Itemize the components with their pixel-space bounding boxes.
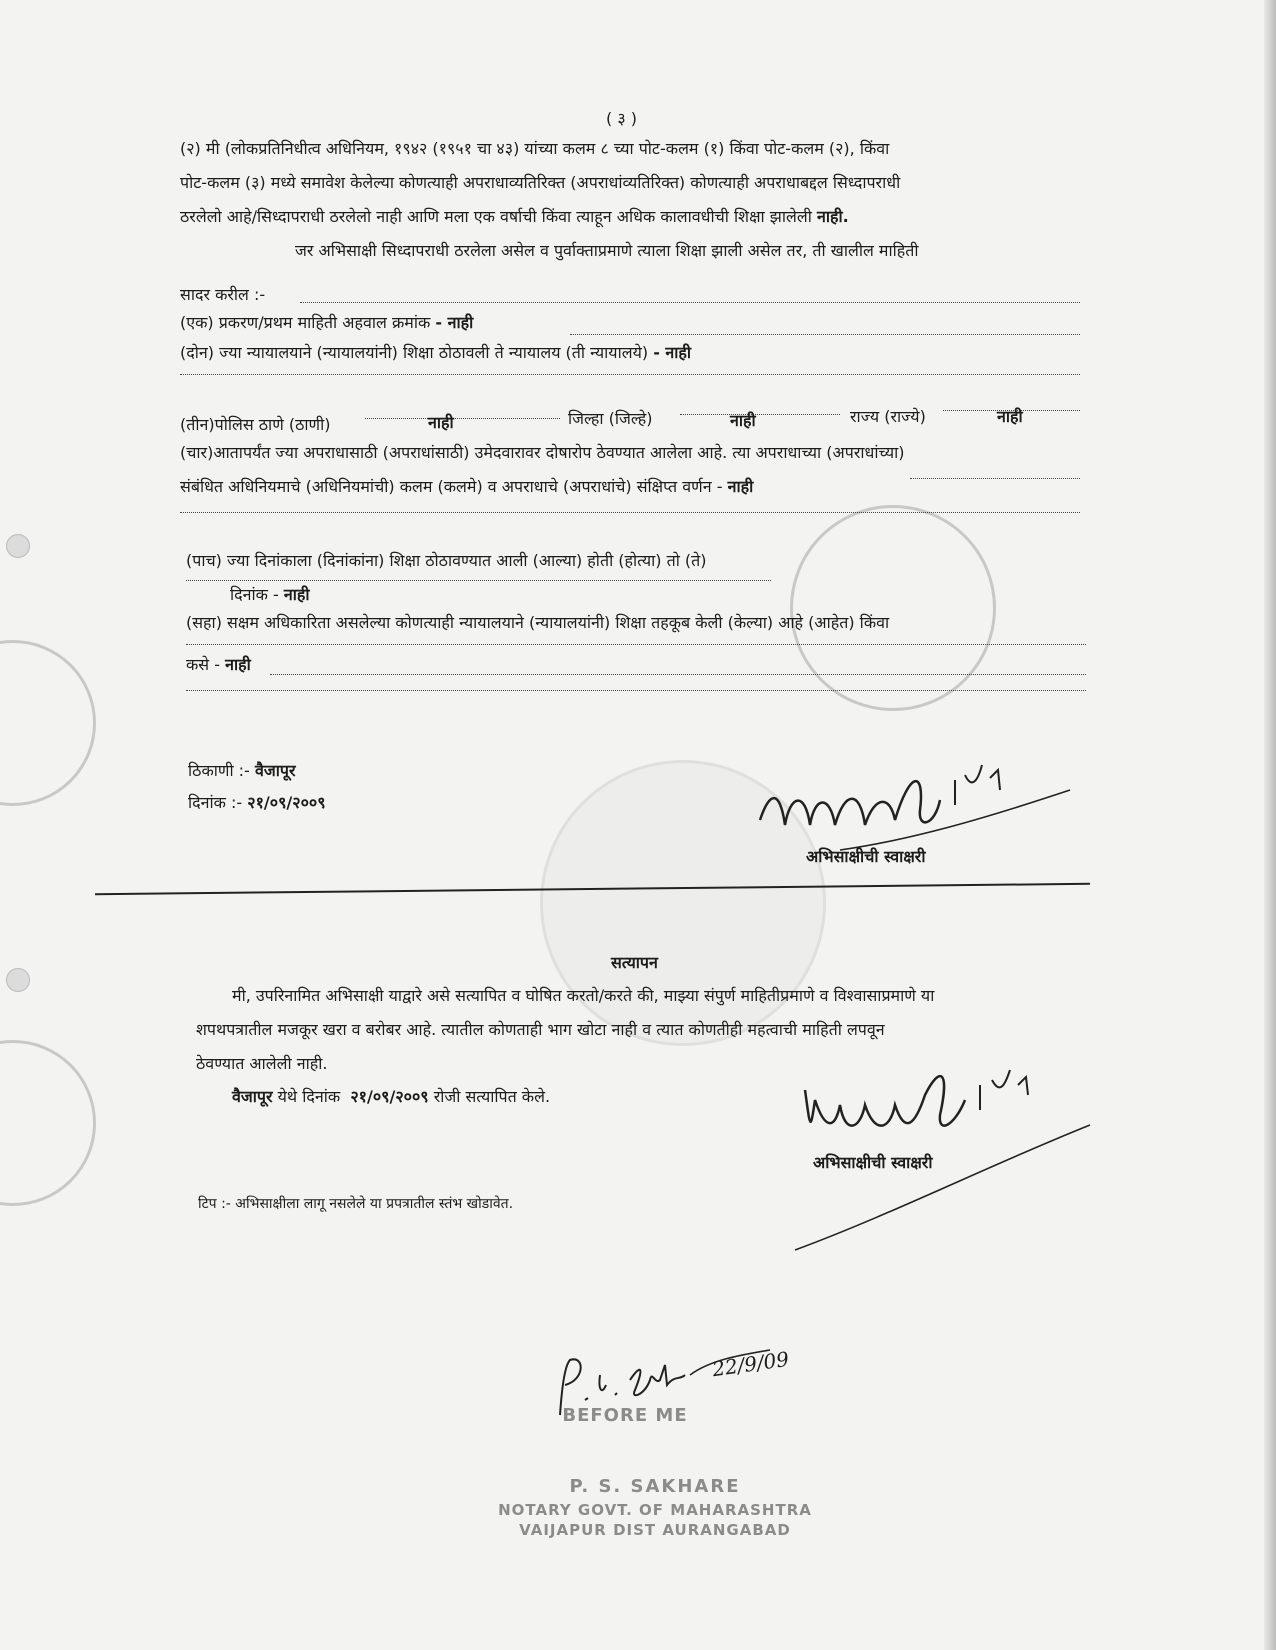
item-don-label: (दोन) ज्या न्यायालयाने (न्यायालयांनी) शिक्षा ठोठावली ते न्यायालय (ती न्यायालये): [180, 343, 649, 362]
verification-line1: मी, उपरिनामित अभिसाक्षी याद्वारे असे सत्यापित व घोषित करतो/करते की, माझ्या संपुर्ण माहितीप्रमाणे व विश्वासाप्रमाणे या: [232, 986, 935, 1005]
verification-end: रोजी सत्यापित केले.: [433, 1087, 551, 1106]
para2-line5: सादर करील :-: [180, 285, 266, 304]
round-stamp-faint: [790, 505, 996, 711]
item-ek-label: (एक) प्रकरण/प्रथम माहिती अहवाल क्रमांक: [180, 313, 431, 332]
dotted-line: [570, 334, 1080, 335]
item-char-line2: [180, 476, 753, 498]
dotted-line: [180, 374, 1080, 375]
item-jilha-label: जिल्हा (जिल्हे): [568, 409, 653, 428]
notary-handwritten-date: 22/9/09: [710, 1346, 791, 1382]
item-rajya-value: नाही: [997, 407, 1023, 426]
dotted-line: [186, 690, 1086, 691]
notary-stamp-faint: [0, 1040, 96, 1206]
footnote: टिप :- अभिसाक्षीला लागू नसलेले या प्रपत्रातील स्तंभ खोडावेत.: [198, 1196, 514, 1212]
item-don-value: - नाही: [653, 343, 692, 362]
item-jilha-value: नाही: [730, 411, 756, 430]
verification-line2: शपथपत्रातील मजकूर खरा व बरोबर आहे. त्यातील कोणताही भाग खोटा नाही व त्यात कोणतीही महत्वाची माहिती लपवून: [196, 1020, 885, 1039]
item-pach-dinank-value: नाही: [283, 585, 310, 604]
notary-name: P. S. SAKHARE: [569, 1476, 741, 1497]
verification-place: वैजापूर: [232, 1087, 273, 1106]
para2-line3-text: ठरलेलो आहे/सिध्दापराधी ठरलेलो नाही आणि मला एक वर्षाची किंवा त्याहून अधिक कालावधीची शिक्षा झालेली: [180, 207, 812, 226]
dotted-line: [270, 674, 1086, 675]
deponent-signature-1: [750, 750, 1080, 860]
page-number: ( ३ ): [606, 109, 637, 128]
item-char-label: संबंधित अधिनियमाचे (अधिनियमांची) कलम (कलमे) व अपराधाचे (अपराधांचे) संक्षिप्त वर्णन -: [180, 477, 723, 496]
place-value: वैजापूर: [254, 761, 296, 780]
verification-heading: सत्यापन: [611, 953, 658, 972]
para2-line2: पोट-कलम (३) मध्ये समावेश केलेल्या कोणत्याही अपराधाव्यतिरिक्त (अपराधांव्यतिरिक्त) कोणत्याही अपराधाबद्दल सिध्दापराधी: [180, 173, 901, 192]
notary-signature: [540, 1335, 860, 1430]
signature-caption-1: अभिसाक्षीची स्वाक्षरी: [806, 847, 926, 866]
item-char-value: नाही: [727, 477, 754, 496]
binder-hole: [6, 534, 30, 558]
item-teen-label: (तीन)पोलिस ठाणे (ठाणी): [180, 415, 331, 434]
item-ek: [180, 312, 473, 334]
dotted-line: [680, 414, 840, 415]
verification-mid: येथे दिनांक: [277, 1087, 341, 1106]
page-edge-shadow: [1264, 0, 1276, 1650]
signature-caption-2: अभिसाक्षीची स्वाक्षरी: [813, 1153, 933, 1172]
dotted-line: [180, 512, 1080, 513]
binder-hole: [6, 968, 30, 992]
place-line: [188, 760, 295, 782]
item-rajya-label: राज्य (राज्ये): [850, 407, 926, 426]
dotted-line: [186, 644, 1086, 645]
place-label: ठिकाणी :-: [188, 761, 250, 780]
para2-line4: जर अभिसाक्षी सिध्दापराधी ठरलेला असेल व पुर्वाक्ताप्रमाणे त्याला शिक्षा झाली असेल तर, ती खालील माहिती: [295, 241, 919, 260]
verification-line4: [232, 1086, 550, 1108]
para2-line1: (२) मी (लोकप्रतिनिधीत्व अधिनियम, १९४२ (१९५१ चा ४३) यांच्या कलम ८ च्या पोट-कलम (१) किंवा पोट-कलम (२), किंवा: [180, 139, 890, 158]
para2-line3: [180, 206, 849, 228]
para2-line3-bold: नाही.: [816, 207, 849, 226]
dotted-line: [365, 418, 560, 419]
item-teen-value: नाही: [428, 413, 454, 432]
dotted-line: [910, 478, 1080, 479]
verification-line3: ठेवण्यात आलेली नाही.: [196, 1054, 328, 1073]
item-pach-dinank: [230, 584, 310, 606]
item-pach-line1: (पाच) ज्या दिनांकाला (दिनांकांना) शिक्षा ठोठावण्यात आली (आल्या) होती (होत्या) तो (ते): [186, 551, 707, 570]
item-saha-line2: [186, 654, 251, 676]
dotted-line: [300, 302, 1080, 303]
item-saha-label: कसे -: [186, 655, 220, 674]
notary-line3: VAIJAPUR DIST AURANGABAD: [519, 1521, 791, 1539]
date-line: [188, 792, 326, 814]
item-ek-value: - नाही: [435, 313, 474, 332]
item-saha-line1: (सहा) सक्षम अधिकारिता असलेल्या कोणत्याही न्यायालयाने (न्यायालयांनी) शिक्षा तहकूब केली (केल्या) आहे (आहेत) किंवा: [186, 613, 890, 632]
item-pach-dinank-label: दिनांक -: [230, 585, 279, 604]
verification-date: २१/०९/२००९: [350, 1087, 429, 1106]
before-me-text: BEFORE ME: [562, 1405, 688, 1426]
item-saha-value: नाही: [225, 655, 251, 674]
dotted-line: [186, 580, 771, 581]
date-value: २१/०९/२००९: [247, 793, 326, 812]
item-char-line1: (चार)आतापर्यंत ज्या अपराधासाठी (अपराधांसाठी) उमेदवारावर दोषारोप ठेवण्यात आलेला आहे. त्या अपराधाच्या (अपराधांच्या): [180, 443, 905, 462]
item-don: [180, 342, 691, 364]
notary-stamp-faint: [0, 640, 96, 806]
date-label: दिनांक :-: [188, 793, 243, 812]
notary-line2: NOTARY GOVT. OF MAHARASHTRA: [498, 1501, 812, 1519]
